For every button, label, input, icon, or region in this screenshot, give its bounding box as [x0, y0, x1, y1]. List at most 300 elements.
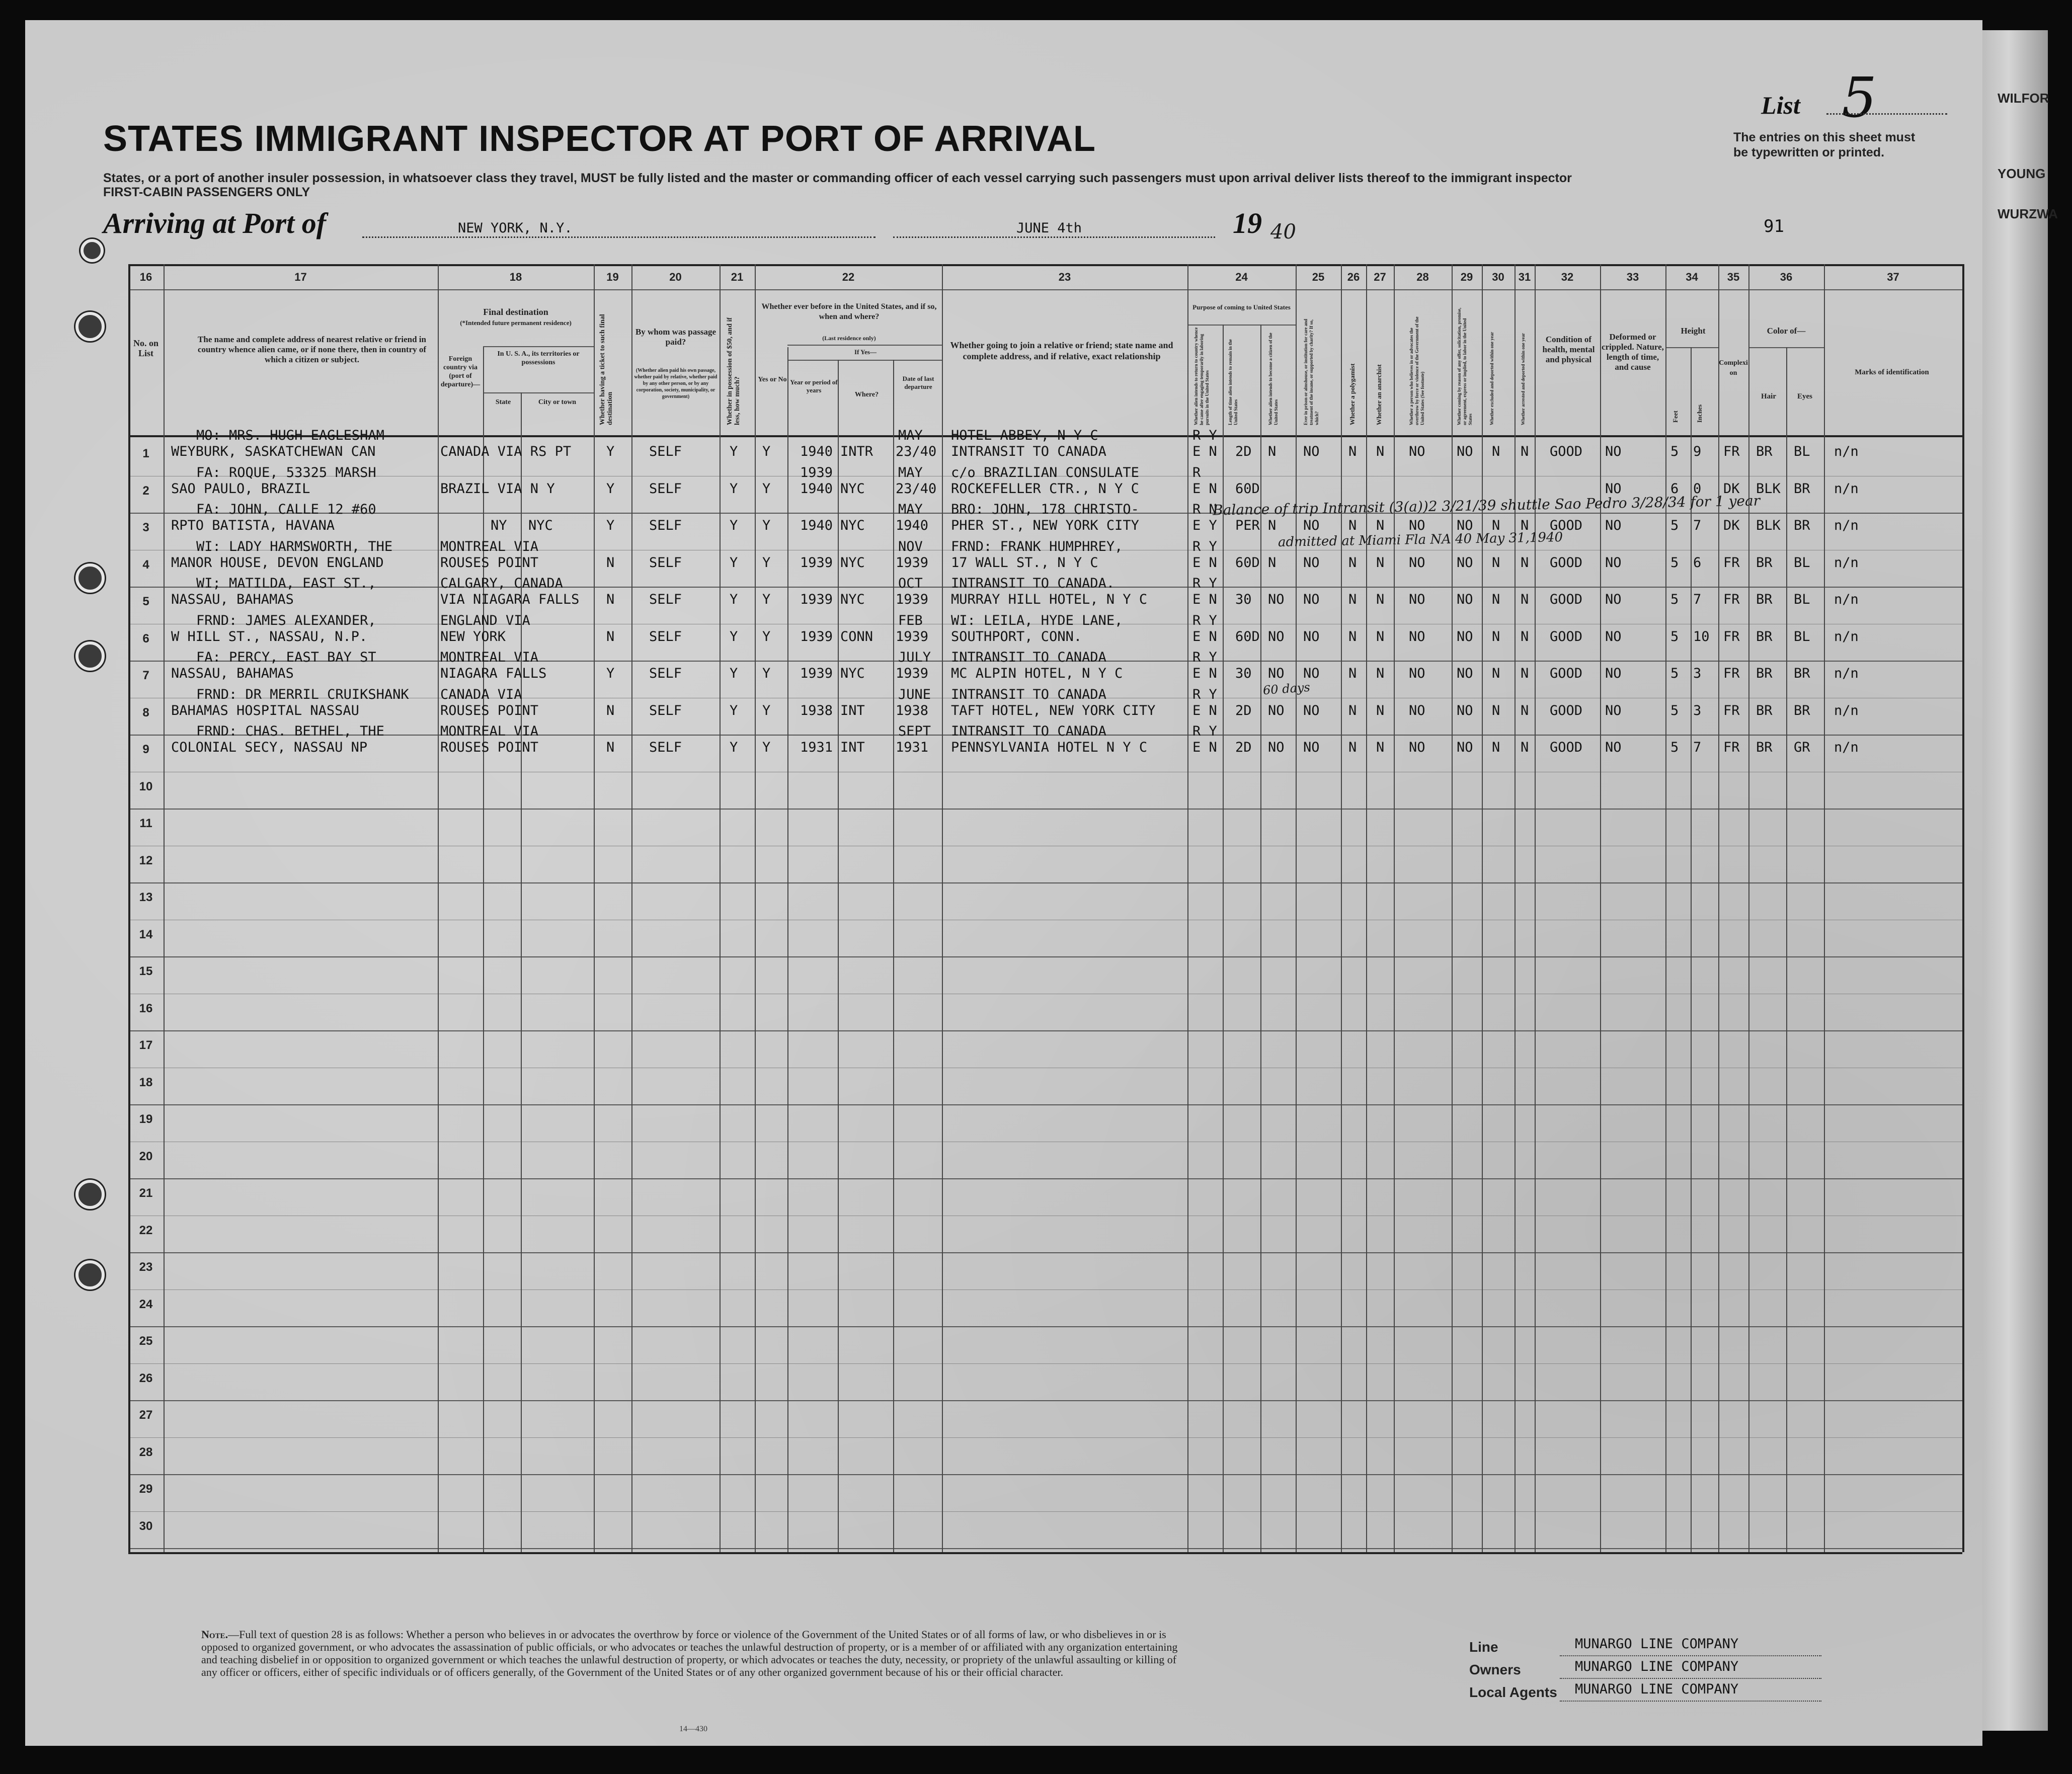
- departure-date: 1938: [896, 702, 929, 718]
- prison-value: NO: [1303, 444, 1320, 459]
- anarchist-value: N: [1376, 518, 1385, 533]
- identification-marks: n/n: [1834, 628, 1859, 644]
- passage-paid-by: SELF: [649, 592, 682, 607]
- joining-line-2: 17 WALL ST., N Y C: [951, 554, 1098, 571]
- row-number: 13: [139, 891, 153, 904]
- q30-value: N: [1492, 740, 1500, 755]
- foreign-country: MONTREAL VIA: [440, 650, 539, 665]
- relative-name: FRND: JAMES ALEXANDER,: [196, 612, 376, 628]
- header-if-yes: If Yes—: [854, 348, 876, 356]
- header-purpose-citizen: Whether alien intends to become a citizen of the United States: [1268, 333, 1279, 425]
- column-number: 21: [731, 271, 744, 283]
- q28-value: NO: [1409, 702, 1425, 718]
- header-q29: Whether coming by reason of any offer, solicitation, promise, or agreement, express or implied, to labor in the United States: [1457, 307, 1473, 425]
- purpose-return-2: E N: [1192, 740, 1217, 755]
- health-value: GOOD: [1550, 444, 1583, 459]
- column-divider: [1718, 264, 1719, 1552]
- prison-value: NO: [1303, 554, 1320, 571]
- instruction-text: States, or a port of another insuler possession, in whatsoever class they travel, MUST be fully listed and the master or commanding officer of each vessel carrying such passengers must upon arrival deliver lists thereof to the immigrant inspector: [103, 171, 1572, 185]
- joining-line-1: INTRANSIT TO CANADA: [951, 686, 1106, 702]
- row-number: 1: [142, 447, 149, 460]
- q31-value: N: [1521, 554, 1529, 571]
- intends-citizen: N: [1268, 554, 1277, 571]
- q28-value: NO: [1409, 628, 1425, 644]
- q31-value: N: [1521, 518, 1529, 533]
- row-divider: [128, 956, 1962, 957]
- previous-where: INT: [840, 702, 865, 718]
- identification-marks: n/n: [1834, 702, 1859, 718]
- ticket-value: N: [606, 554, 615, 571]
- table-bottom-border: [128, 1552, 1962, 1554]
- row-divider: [128, 1548, 1962, 1549]
- ticket-value: N: [606, 592, 615, 607]
- column-number: 33: [1626, 271, 1639, 283]
- complexion-value: FR: [1723, 628, 1740, 644]
- column-number: 27: [1374, 271, 1386, 283]
- intends-citizen: NO: [1268, 666, 1285, 681]
- q31-value: N: [1521, 592, 1529, 607]
- column-number: 18: [509, 271, 522, 283]
- q30-value: N: [1492, 444, 1500, 459]
- row-number: 17: [139, 1038, 153, 1052]
- ticket-value: Y: [606, 518, 615, 533]
- eye-color: GR: [1794, 740, 1810, 755]
- year-previous: 1939: [800, 464, 833, 480]
- purpose-return-2: E N: [1192, 480, 1217, 497]
- fifty-dollars-value: Y: [730, 480, 738, 497]
- eye-color: BR: [1794, 702, 1810, 718]
- row-divider: [128, 809, 1962, 810]
- purpose-return: R Y: [1192, 612, 1217, 628]
- health-value: GOOD: [1550, 740, 1583, 755]
- hair-color: BR: [1756, 702, 1773, 718]
- height-inches: 3: [1693, 666, 1702, 681]
- departure-month: MAY: [898, 464, 923, 480]
- row-number: 16: [139, 1001, 153, 1015]
- ticket-value: N: [606, 702, 615, 718]
- destination-city: NYC: [528, 518, 553, 533]
- stay-length: 2D: [1235, 444, 1252, 459]
- row-number: 18: [139, 1075, 153, 1089]
- stay-length: 2D: [1235, 740, 1252, 755]
- entries-note: The entries on this sheet must be typewritten or printed.: [1733, 130, 1916, 159]
- column-divider: [128, 264, 130, 1552]
- departure-month: JULY: [898, 650, 931, 665]
- ever-before-yes-no: Y: [762, 702, 771, 718]
- row-number: 20: [139, 1149, 153, 1163]
- q29-value: NO: [1457, 444, 1473, 459]
- row-number: 6: [142, 631, 149, 646]
- punch-hole: [75, 563, 105, 593]
- column-divider: [1665, 264, 1666, 1552]
- foreign-country: MONTREAL VIA: [440, 723, 539, 739]
- row-number: 27: [139, 1408, 153, 1422]
- q30-value: N: [1492, 554, 1500, 571]
- identification-marks: n/n: [1834, 444, 1859, 459]
- row-number: 3: [142, 521, 149, 534]
- edge-label: YOUNG: [1998, 166, 2046, 181]
- column-number: 22: [842, 271, 855, 283]
- header-hair: Hair: [1761, 392, 1776, 400]
- fifty-dollars-value: Y: [730, 592, 738, 607]
- height-feet: 5: [1670, 518, 1679, 533]
- column-divider: [1341, 264, 1342, 1552]
- health-value: GOOD: [1550, 554, 1583, 571]
- ever-before-yes-no: Y: [762, 518, 771, 533]
- deformed-value: NO: [1605, 480, 1622, 497]
- q31-value: N: [1521, 628, 1529, 644]
- punch-hole: [75, 641, 105, 671]
- row-number: 22: [139, 1223, 153, 1237]
- header-ever-before-sub: (Last residence only): [822, 335, 876, 342]
- deformed-value: NO: [1605, 554, 1622, 571]
- height-feet: 5: [1670, 666, 1679, 681]
- passage-paid-by: SELF: [649, 554, 682, 571]
- local-agents-label: Local Agents: [1469, 1684, 1557, 1700]
- list-number: 5: [1842, 65, 1877, 130]
- header-feet: Feet: [1671, 411, 1679, 423]
- joining-line-2: INTRANSIT TO CANADA: [951, 444, 1106, 459]
- q29-value: NO: [1457, 740, 1473, 755]
- subcolumn-divider: [893, 360, 894, 1552]
- column-divider: [1452, 264, 1453, 1552]
- row-divider: [128, 1474, 1962, 1475]
- deformed-value: NO: [1605, 702, 1622, 718]
- deformed-value: NO: [1605, 592, 1622, 607]
- header-health: Condition of health, mental and physical: [1542, 335, 1595, 364]
- departure-month: NOV: [898, 538, 923, 554]
- arriving-label: Arriving at Port of: [103, 207, 327, 239]
- deformed-value: NO: [1605, 740, 1622, 755]
- header-date-departure: Date of last departure: [902, 375, 934, 390]
- column-divider: [1366, 264, 1367, 1552]
- anarchist-value: N: [1376, 444, 1385, 459]
- column-number: 31: [1518, 271, 1531, 283]
- row-divider: [128, 1104, 1962, 1105]
- ticket-value: N: [606, 628, 615, 644]
- row-divider: [128, 1326, 1962, 1327]
- stay-length: 30: [1235, 592, 1252, 607]
- header-fifty-dollars: Whether in possession of $50, and if less, how much?: [726, 317, 741, 425]
- q29-value: NO: [1457, 666, 1473, 681]
- subcolumn-divider: [1786, 347, 1787, 1552]
- joining-line-1: BRO: JOHN, 178 CHRISTO-: [951, 502, 1139, 517]
- column-number: 29: [1460, 271, 1473, 283]
- ever-before-yes-no: Y: [762, 628, 771, 644]
- punch-hole: [75, 1260, 105, 1289]
- line-underline: [1560, 1655, 1821, 1656]
- q28-value: NO: [1409, 518, 1425, 533]
- header-inches: Inches: [1696, 404, 1703, 423]
- previous-where: NYC: [840, 480, 865, 497]
- page-title: STATES IMMIGRANT INSPECTOR AT PORT OF ARRIVAL: [103, 119, 1096, 159]
- q31-value: N: [1521, 666, 1529, 681]
- fifty-dollars-value: Y: [730, 740, 738, 755]
- row-number: 23: [139, 1260, 153, 1274]
- year-period: 1939: [800, 592, 833, 607]
- stay-length: 30: [1235, 666, 1252, 681]
- q29-value: NO: [1457, 628, 1473, 644]
- eye-color: BR: [1794, 480, 1810, 497]
- list-label: List: [1761, 91, 1800, 119]
- first-cabin-note: FIRST-CABIN PASSENGERS ONLY: [103, 185, 310, 199]
- column-number: 35: [1727, 271, 1740, 283]
- column-number: 26: [1347, 271, 1360, 283]
- header-color-of: Color of—: [1767, 326, 1806, 336]
- relative-address: MANOR HOUSE, DEVON ENGLAND: [171, 554, 384, 571]
- column-number: 25: [1312, 271, 1325, 283]
- joining-line-1: INTRANSIT TO CANADA: [951, 650, 1106, 665]
- row-number: 12: [139, 853, 153, 867]
- row-number: 8: [142, 705, 149, 719]
- relative-name: MO: MRS. HUGH EAGLESHAM: [196, 428, 384, 443]
- departure-month: MAY: [898, 502, 923, 517]
- subcolumn-divider: [838, 360, 839, 1552]
- hair-color: BR: [1756, 554, 1773, 571]
- subheader-divider: [787, 360, 942, 361]
- column-number: 34: [1686, 271, 1698, 283]
- q28-value: NO: [1409, 666, 1425, 681]
- column-divider: [438, 264, 439, 1552]
- column-divider: [1824, 264, 1825, 1552]
- height-feet: 5: [1670, 628, 1679, 644]
- intends-citizen: NO: [1268, 592, 1285, 607]
- page-number: 91: [1764, 216, 1784, 236]
- ticket-value: Y: [606, 666, 615, 681]
- row-number: 19: [139, 1112, 153, 1126]
- intends-citizen: N: [1268, 444, 1277, 459]
- table-top-border: [128, 264, 1962, 266]
- header-complexion: Complexion: [1719, 359, 1748, 377]
- anarchist-value: N: [1376, 666, 1385, 681]
- height-inches: 7: [1693, 740, 1702, 755]
- punch-hole: [75, 1180, 105, 1209]
- purpose-return: R Y: [1192, 428, 1217, 443]
- row-divider: [128, 1511, 1962, 1512]
- column-divider: [1296, 264, 1297, 1552]
- column-divider: [1394, 264, 1395, 1552]
- eye-color: BL: [1794, 592, 1810, 607]
- line-label: Line: [1469, 1639, 1498, 1655]
- q29-value: NO: [1457, 554, 1473, 571]
- purpose-return-2: E N: [1192, 628, 1217, 644]
- column-number: 30: [1492, 271, 1504, 283]
- ticket-value: N: [606, 740, 615, 755]
- q29-value: NO: [1457, 592, 1473, 607]
- polygamist-value: N: [1348, 702, 1357, 718]
- subcolumn-divider: [1691, 347, 1692, 1552]
- complexion-value: DK: [1723, 518, 1740, 533]
- foreign-country-port: NEW YORK: [440, 628, 506, 644]
- passage-paid-by: SELF: [649, 480, 682, 497]
- hair-color: BR: [1756, 666, 1773, 681]
- row-divider: [128, 1030, 1962, 1031]
- joining-line-1: c/o BRAZILIAN CONSULATE: [951, 464, 1139, 480]
- joining-line-1: FRND: FRANK HUMPHREY,: [951, 538, 1123, 554]
- subheader-divider: [1187, 325, 1296, 326]
- departure-date: 1939: [896, 628, 929, 644]
- row-number: 14: [139, 927, 153, 941]
- eye-color: BR: [1794, 518, 1810, 533]
- header-foreign-country: Foreign country via (port of departure)—: [440, 355, 481, 388]
- column-divider: [1515, 264, 1516, 1552]
- stay-length: 60D: [1235, 480, 1260, 497]
- polygamist-value: N: [1348, 592, 1357, 607]
- foreign-country-port: ROUSES POINT: [440, 554, 539, 571]
- header-where: Where?: [854, 391, 879, 398]
- row-number: 9: [142, 743, 149, 756]
- footnote-question-28: Note.—Full text of question 28 is as follows: Whether a person who believes in or advocates the overthrow by force or violence of the Government of the United States or of all forms of law, or who disbelieves in or is opposed to organized government, or who advocates the assassination of public officials, or who advocates or teaches the unlawful destruction of property, or is a member of or affiliated with any organization entertaining and teaching disbelief in or opposition to organized government or which teaches the unlawful destruction of property, or which advocates or teaches the duty, necessity, or propriety of the unlawful assaulting or killing of any officer or officers, either of specific individuals or of officers generally, of the Government of the United States or of any other organized government because of his or their official character.: [201, 1628, 1178, 1678]
- subcolumn-divider: [787, 347, 788, 1552]
- deformed-value: NO: [1605, 628, 1622, 644]
- departure-date: 1939: [896, 666, 929, 681]
- ever-before-yes-no: Y: [762, 554, 771, 571]
- row-divider: [128, 1289, 1962, 1290]
- departure-month: FEB: [898, 612, 923, 628]
- year-period: 1940: [800, 444, 833, 459]
- departure-month: SEPT: [898, 723, 931, 739]
- joining-line-2: MC ALPIN HOTEL, N Y C: [951, 666, 1123, 681]
- port-line: [362, 236, 875, 238]
- column-divider: [594, 264, 595, 1552]
- foreign-country-port: NIAGARA FALLS: [440, 666, 547, 681]
- ever-before-yes-no: Y: [762, 740, 771, 755]
- anarchist-value: N: [1376, 702, 1385, 718]
- year-prefix: 19: [1233, 207, 1262, 239]
- purpose-return-2: E N: [1192, 444, 1217, 459]
- foreign-country-port: ROUSES POINT: [440, 702, 539, 718]
- header-polygamist: Whether a polygamist: [1348, 363, 1356, 425]
- relative-address: NASSAU, BAHAMAS: [171, 592, 294, 607]
- intends-citizen: N: [1268, 518, 1277, 533]
- health-value: GOOD: [1550, 702, 1583, 718]
- height-inches: 7: [1693, 518, 1702, 533]
- fifty-dollars-value: Y: [730, 554, 738, 571]
- height-inches: 10: [1693, 628, 1710, 644]
- relative-name: WI; MATILDA, EAST ST.,: [196, 576, 376, 591]
- stay-length: 60D: [1235, 628, 1260, 644]
- subheader-divider: [787, 345, 942, 346]
- column-number: 19: [606, 271, 619, 283]
- complexion-value: FR: [1723, 666, 1740, 681]
- port-value: NEW YORK, N.Y.: [458, 220, 573, 236]
- hair-color: BLK: [1756, 480, 1781, 497]
- ticket-value: Y: [606, 444, 615, 459]
- header-state: State: [495, 398, 511, 406]
- column-number: 32: [1561, 271, 1574, 283]
- health-value: GOOD: [1550, 592, 1583, 607]
- deformed-value: NO: [1605, 444, 1622, 459]
- q28-value: NO: [1409, 740, 1425, 755]
- passage-paid-by: SELF: [649, 628, 682, 644]
- departure-month: MAY: [898, 428, 923, 443]
- height-inches: 0: [1693, 480, 1702, 497]
- joining-line-2: ROCKEFELLER CTR., N Y C: [951, 480, 1139, 497]
- height-feet: 5: [1670, 702, 1679, 718]
- identification-marks: n/n: [1834, 592, 1859, 607]
- column-number: 17: [294, 271, 307, 283]
- foreign-country: CANADA VIA: [440, 686, 522, 702]
- polygamist-value: N: [1348, 628, 1357, 644]
- anarchist-value: N: [1376, 592, 1385, 607]
- joining-line-1: WI: LEILA, HYDE LANE,: [951, 612, 1123, 628]
- ever-before-yes-no: Y: [762, 480, 771, 497]
- row-number: 15: [139, 964, 153, 978]
- year-period: 1939: [800, 666, 833, 681]
- identification-marks: n/n: [1834, 740, 1859, 755]
- prison-value: NO: [1303, 592, 1320, 607]
- fifty-dollars-value: Y: [730, 444, 738, 459]
- purpose-return: R N: [1192, 502, 1217, 517]
- header-final-destination-sub: (*Intended future permanent residence): [460, 319, 572, 327]
- previous-where: NYC: [840, 592, 865, 607]
- row-number: 5: [142, 595, 149, 608]
- ever-before-yes-no: Y: [762, 592, 771, 607]
- column-divider: [720, 264, 721, 1552]
- column-divider: [1482, 264, 1483, 1552]
- polygamist-value: N: [1348, 518, 1357, 533]
- relative-address: BAHAMAS HOSPITAL NASSAU: [171, 702, 359, 718]
- row-number: 24: [139, 1297, 153, 1311]
- passage-paid-by: SELF: [649, 444, 682, 459]
- relative-name: FA: PERCY, EAST BAY ST: [196, 650, 376, 665]
- previous-where: INT: [840, 740, 865, 755]
- passage-paid-by: SELF: [649, 702, 682, 718]
- complexion-value: FR: [1723, 444, 1740, 459]
- date-value: JUNE 4th: [1016, 220, 1082, 236]
- health-value: GOOD: [1550, 518, 1583, 533]
- purpose-return: R Y: [1192, 686, 1217, 702]
- row-number: 21: [139, 1186, 153, 1200]
- previous-where: NYC: [840, 518, 865, 533]
- q28-value: NO: [1409, 444, 1425, 459]
- agents-underline: [1560, 1701, 1821, 1702]
- header-no-on-list: No. on List: [133, 338, 158, 358]
- relative-address: WEYBURK, SASKATCHEWAN CAN: [171, 444, 376, 459]
- identification-marks: n/n: [1834, 518, 1859, 533]
- foreign-country: ENGLAND VIA: [440, 612, 530, 628]
- fifty-dollars-value: Y: [730, 702, 738, 718]
- subheader-divider: [1665, 347, 1718, 348]
- column-number: 36: [1780, 271, 1793, 283]
- date-line: [893, 236, 1215, 238]
- column-number: 16: [139, 271, 152, 283]
- departure-date: 1931: [896, 740, 929, 755]
- list-underline: [1826, 113, 1947, 115]
- foreign-country: CALGARY, CANADA: [440, 576, 563, 591]
- column-divider: [755, 264, 756, 1552]
- edge-label: WURZWA: [1998, 206, 2058, 221]
- hair-color: BLK: [1756, 518, 1781, 533]
- stay-length: PER: [1235, 518, 1260, 533]
- subheader-divider: [483, 392, 594, 393]
- q28-value: NO: [1409, 554, 1425, 571]
- row-number: 4: [142, 557, 149, 572]
- header-q28: Whether a person who believes in or advocates the overthrow by force or violence of the Government of the United States (See footnote): [1409, 316, 1425, 425]
- eye-color: BL: [1794, 444, 1810, 459]
- row-divider: [128, 1252, 1962, 1253]
- row-number: 26: [139, 1371, 153, 1385]
- departure-date: 23/40: [896, 444, 937, 459]
- handwritten-length-row7: 60 days: [1262, 680, 1311, 698]
- q30-value: N: [1492, 592, 1500, 607]
- hair-color: BR: [1756, 628, 1773, 644]
- departure-date: 1939: [896, 554, 929, 571]
- column-divider: [1748, 264, 1749, 1552]
- handwritten-note-row2: Balance of trip Intransit (3(a))2 3/21/39 shuttle Sao Pedro 3/28/34 for 1 year: [1212, 492, 1761, 519]
- column-number: 37: [1887, 271, 1899, 283]
- hair-color: BR: [1756, 740, 1773, 755]
